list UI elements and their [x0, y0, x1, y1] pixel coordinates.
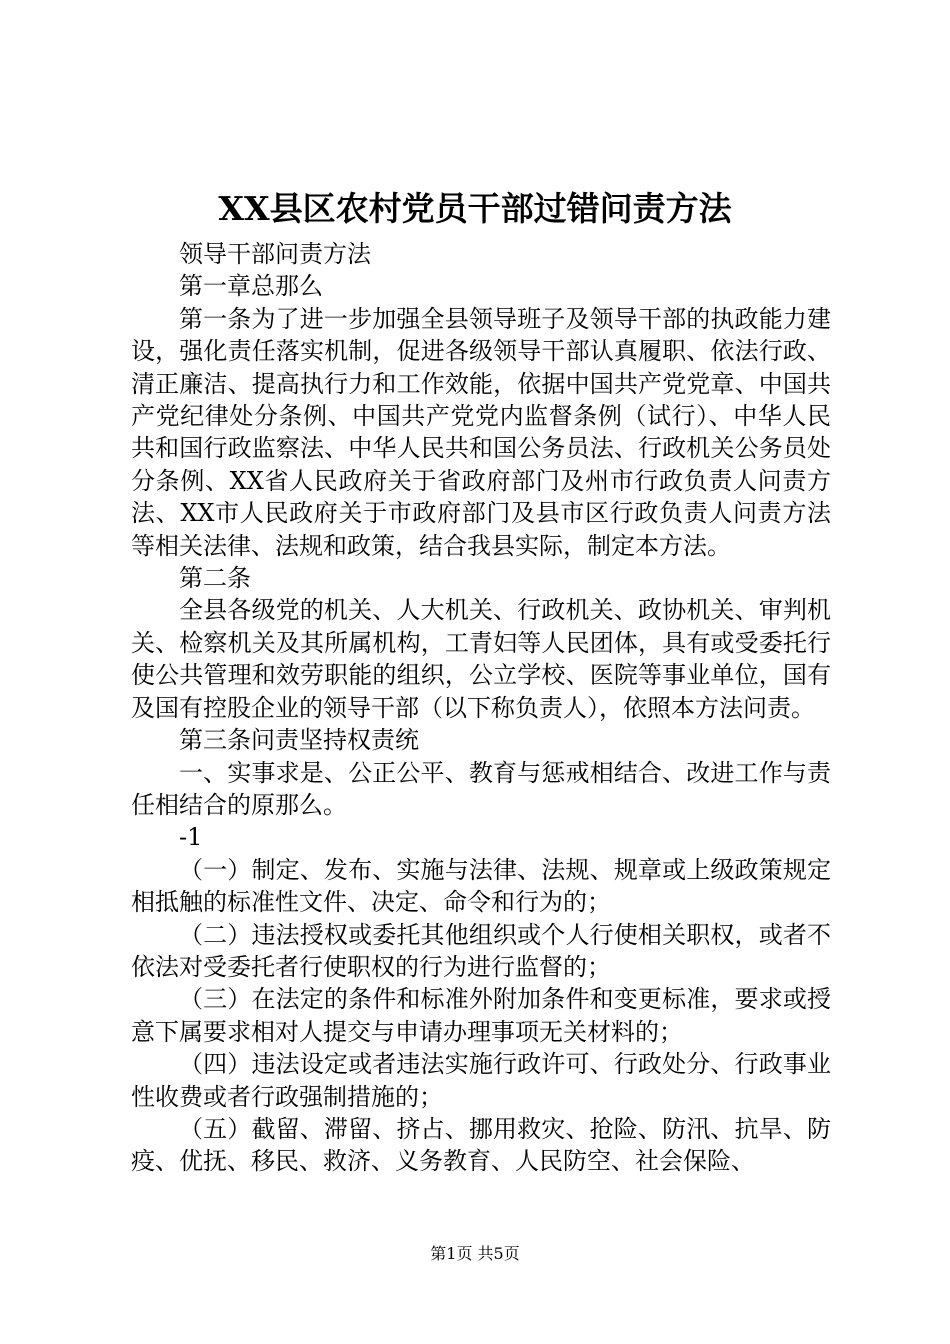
list-item-3: （三）在法定的条件和标准外附加条件和变更标准，要求或授意下属要求相对人提交与申请办理事项无关材料的；: [131, 985, 831, 1046]
article-1: 第一条为了进一步加强全县领导班子及领导干部的执政能力建设，强化责任落实机制，促进各级领导干部认真履职、依法行政、清正廉洁、提高执行力和工作效能，依据中国共产党党章、中国共产党纪律处分条例、中国共产党党内监督条例（试行）、中华人民共和国行政监察法、中华人民共和国公务员法、行政机关公务员处分条例、XX省人民政府关于省政府部门及州市行政负责人问责方法、XX市人民政府关于市政府部门及县市区行政负责人问责方法等相关法律、法规和政策，结合我县实际，制定本方法。: [131, 304, 831, 560]
page-footer: 第1页 共5页: [430, 1244, 520, 1263]
document-title: XX县区农村党员干部过错问责方法: [218, 189, 732, 228]
list-item-2: （二）违法授权或委托其他组织或个人行使相关职权，或者不依法对受委托者行使职权的行为进行监督的；: [131, 920, 831, 981]
document-body: [131, 238, 831, 1178]
list-item-4: （四）违法设定或者违法实施行政许可、行政处分、行政事业性收费或者行政强制措施的；: [131, 1050, 831, 1111]
chapter-heading: 第一章总那么: [179, 272, 323, 301]
page-marker: -1: [179, 823, 203, 852]
article-2-heading: 第二条: [179, 564, 251, 593]
list-item-1: （一）制定、发布、实施与法律、法规、规章或上级政策规定相抵触的标准性文件、决定、命令和行为的；: [131, 855, 831, 917]
article-3-heading: 第三条问责坚持权责统: [179, 726, 419, 755]
article-2: 全县各级党的机关、人大机关、行政机关、政协机关、审判机关、检察机关及其所属机构，工青妇等人民团体，具有或受委托行使公共管理和效劳职能的组织，公立学校、医院等事业单位，国有及国有控股企业的领导干部（以下称负责人），依照本方法问责。: [131, 596, 831, 722]
list-item-5: （五）截留、滞留、挤占、挪用救灾、抢险、防汛、抗旱、防疫、优抚、移民、救济、义务教育、人民防空、社会保险、: [131, 1114, 831, 1176]
paragraph-heading: 领导干部问责方法: [179, 240, 371, 268]
article-3: 一、实事求是、公正公平、教育与惩戒相结合、改进工作与责任相结合的原那么。: [131, 758, 831, 819]
